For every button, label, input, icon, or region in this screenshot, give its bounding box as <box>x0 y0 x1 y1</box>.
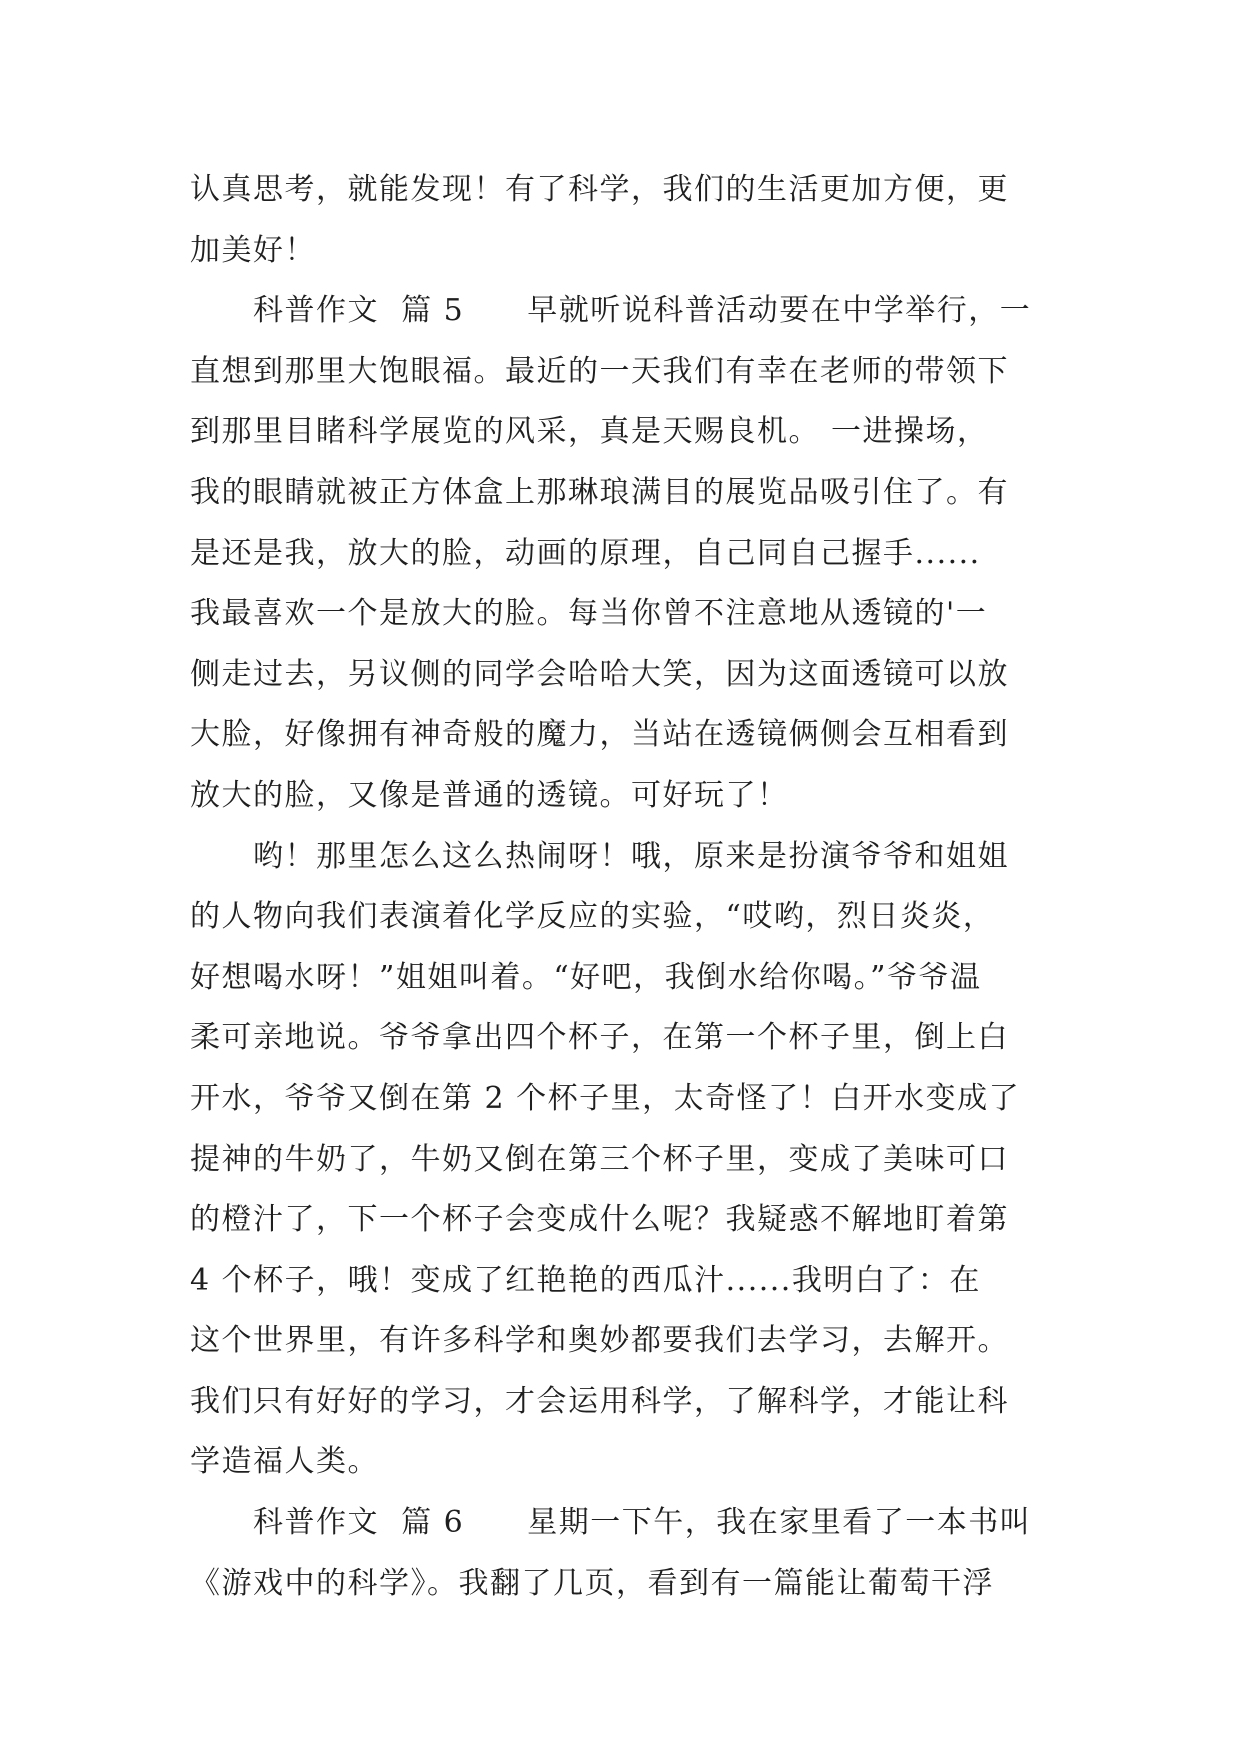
document-body <box>190 160 1060 1614</box>
text-line: 认真思考，就能发现！有了科学，我们的生活更加方便，更 <box>190 172 1009 207</box>
section-heading-line: 科普作文 篇 5 早就听说科普活动要在中学举行，一 <box>190 293 1032 329</box>
text-line: 我的眼睛就被正方体盒上那琳琅满目的展览品吸引住了。有 <box>190 474 1009 510</box>
text-line: 是还是我，放大的脸，动画的原理，自己同自己握手...... <box>190 535 981 571</box>
text-line: 到那里目睹科学展览的风采，真是天赐良机。 一进操场， <box>190 414 989 450</box>
text-line: 大脸，好像拥有神奇般的魔力，当站在透镜俩侧会互相看到 <box>190 717 1009 753</box>
text-line: 直想到那里大饱眼福。最近的一天我们有幸在老师的带领下 <box>190 353 1009 389</box>
text-line: 侧走过去，另议侧的同学会哈哈大笑，因为这面透镜可以放 <box>190 656 1009 692</box>
section-heading-line: 科普作文 篇 6 星期一下午，我在家里看了一本书叫 <box>190 1505 1032 1541</box>
text-line: 柔可亲地说。爷爷拿出四个杯子，在第一个杯子里，倒上白 <box>190 1020 1009 1056</box>
text-line: 的橙汁了，下一个杯子会变成什么呢？我疑惑不解地盯着第 <box>190 1202 1009 1238</box>
text-line: 4 个杯子，哦！变成了红艳艳的西瓜汁......我明白了：在 <box>190 1262 981 1298</box>
text-line: 我最喜欢一个是放大的脸。每当你曾不注意地从透镜的'一 <box>190 596 988 632</box>
text-line: 《游戏中的科学》。我翻了几页，看到有一篇能让葡萄干浮 <box>190 1565 994 1601</box>
text-line: 这个世界里，有许多科学和奥妙都要我们去学习，去解开。 <box>190 1323 1009 1359</box>
text-line: 提神的牛奶了，牛奶又倒在第三个杯子里，变成了美味可口 <box>190 1141 1009 1177</box>
text-line: 放大的脸，又像是普通的透镜。可好玩了！ <box>190 777 789 813</box>
text-line: 好想喝水呀！”姐姐叫着。“好吧，我倒水给你喝。”爷爷温 <box>190 959 982 995</box>
text-line: 哟！那里怎么这么热闹呀！哦，原来是扮演爷爷和姐姐 <box>190 838 1009 874</box>
text-line: 开水，爷爷又倒在第 2 个杯子里，太奇怪了！白开水变成了 <box>190 1080 1021 1116</box>
text-line: 我们只有好好的学习，才会运用科学，了解科学，才能让科 <box>190 1383 1009 1419</box>
text-line: 学造福人类。 <box>190 1444 379 1480</box>
text-line: 的人物向我们表演着化学反应的实验，“哎哟，烈日炎炎， <box>190 899 995 935</box>
text-line: 加美好！ <box>190 232 316 268</box>
